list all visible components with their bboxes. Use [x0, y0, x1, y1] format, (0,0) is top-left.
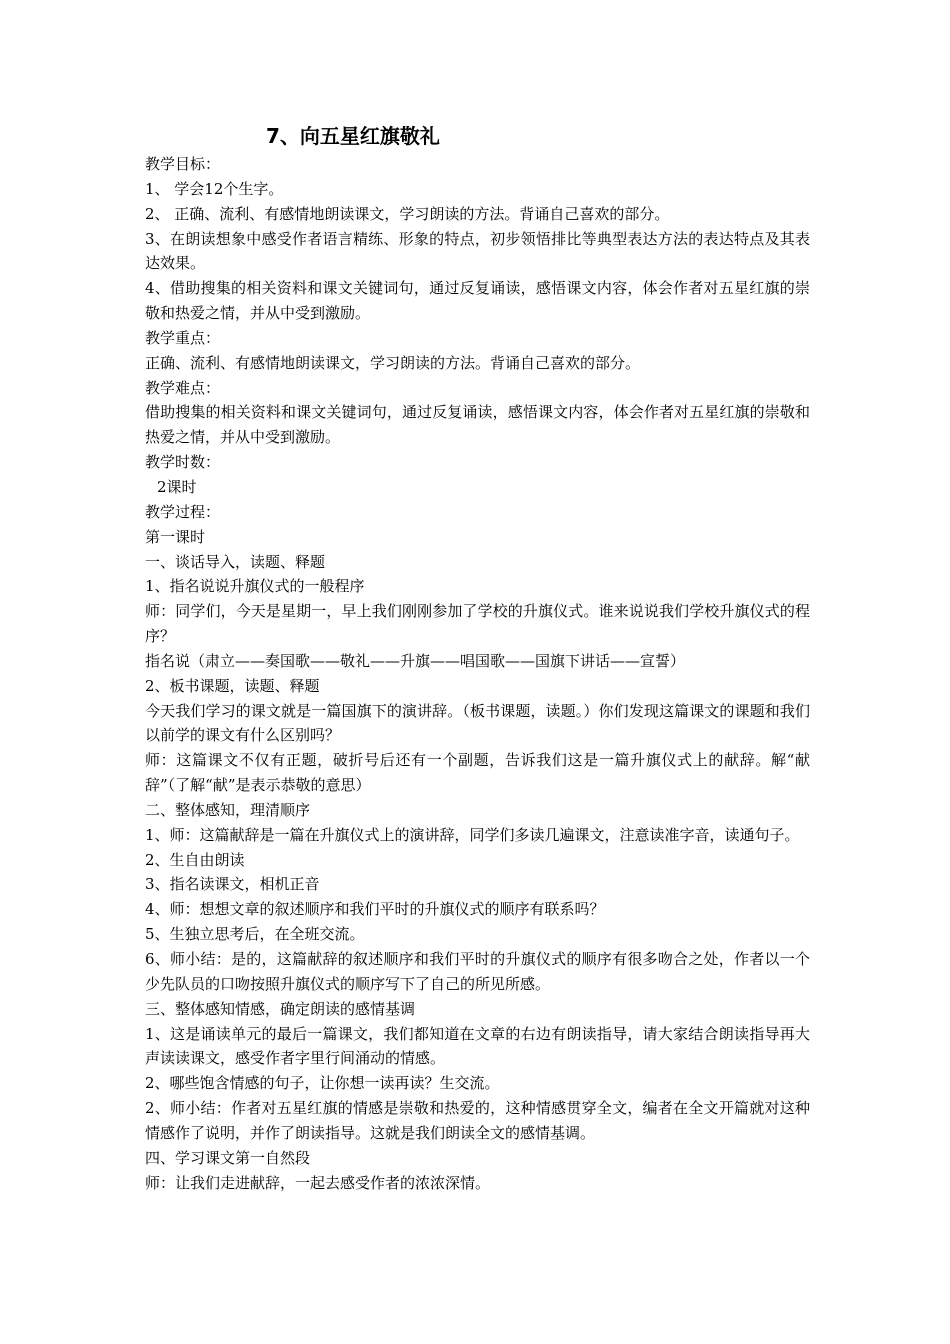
page-title: 7、向五星红旗敬礼 [266, 124, 440, 148]
paragraph: 1、师：这篇献辞是一篇在升旗仪式上的演讲辞，同学们多读几遍课文，注意读准字音，读通句子。 [145, 825, 800, 844]
paragraph: 3、在朗读想象中感受作者语言精练、形象的特点，初步领悟排比等典型表达方法的表达特点及其表达效果。 [145, 229, 810, 273]
paragraph: 一、谈话导入，读题、释题 [145, 552, 326, 571]
paragraph: 指名说（肃立——奏国歌——敬礼——升旗——唱国歌——国旗下讲话——宣誓） [145, 651, 686, 670]
paragraph: 2、师小结：作者对五星红旗的情感是崇敬和热爱的，这种情感贯穿全文，编者在全文开篇就对这种情感作了说明，并作了朗读指导。这就是我们朗读全文的感情基调。 [145, 1099, 810, 1142]
paragraph: 6、师小结：是的，这篇献辞的叙述顺序和我们平时的升旗仪式的顺序有很多吻合之处，作者以一个少先队员的口吻按照升旗仪式的顺序写下了自己的所见所感。 [145, 950, 810, 993]
paragraph: 教学时数： [145, 453, 221, 472]
paragraph: 1、指名说说升旗仪式的一般程序 [145, 577, 365, 596]
paragraph: 今天我们学习的课文就是一篇国旗下的演讲辞。（板书课题，读题。）你们发现这篇课文的课题和我们以前学的课文有什么区别吗？ [145, 701, 810, 745]
paragraph: 5、生独立思考后，在全班交流。 [145, 925, 365, 944]
paragraph: 2、哪些饱含情感的句子，让你想一读再读？生交流。 [145, 1074, 500, 1093]
paragraph: 正确、流利、有感情地朗读课文，学习朗读的方法。背诵自己喜欢的部分。 [145, 353, 641, 372]
paragraph: 1、这是诵读单元的最后一篇课文，我们都知道在文章的右边有朗读指导，请大家结合朗读指导再大声读读课文，感受作者字里行间涌动的情感。 [145, 1024, 810, 1068]
paragraph: 2课时 [157, 477, 197, 496]
paragraph: 四、学习课文第一自然段 [145, 1148, 311, 1167]
paragraph: 教学过程： [145, 502, 221, 521]
paragraph: 教学目标： [145, 155, 221, 173]
paragraph: 借助搜集的相关资料和课文关键词句，通过反复诵读，感悟课文内容，体会作者对五星红旗的崇敬和热爱之情，并从中受到激励。 [145, 403, 810, 447]
paragraph: 师：同学们，今天是星期一，早上我们刚刚参加了学校的升旗仪式。谁来说说我们学校升旗仪式的程序？ [145, 602, 810, 646]
paragraph: 第一课时 [145, 527, 206, 546]
paragraph: 1、 学会12个生字。 [145, 179, 284, 198]
paragraph: 3、指名读课文，相机正音 [145, 875, 320, 894]
paragraph: 2、板书课题，读题、释题 [145, 676, 320, 695]
paragraph: 教学难点： [145, 378, 221, 397]
document-body [145, 152, 810, 1195]
paragraph: 2、生自由朗读 [145, 850, 245, 869]
paragraph: 师：这篇课文不仅有正题，破折号后还有一个副题，告诉我们这是一篇升旗仪式上的献辞。解“献辞”（了解“献”是表示恭敬的意思） [145, 751, 810, 795]
paragraph: 4、借助搜集的相关资料和课文关键词句，通过反复诵读，感悟课文内容，体会作者对五星红旗的崇敬和热爱之情，并从中受到激励。 [145, 279, 810, 323]
paragraph: 师：让我们走进献辞，一起去感受作者的浓浓深情。 [145, 1173, 491, 1192]
paragraph: 4、师：想想文章的叙述顺序和我们平时的升旗仪式的顺序有联系吗？ [145, 900, 605, 919]
paragraph: 教学重点： [145, 328, 221, 347]
paragraph: 二、整体感知，理清顺序 [145, 800, 311, 819]
paragraph: 2、 正确、流利、有感情地朗读课文，学习朗读的方法。背诵自己喜欢的部分。 [145, 204, 670, 223]
paragraph: 三、整体感知情感，确定朗读的感情基调 [145, 999, 416, 1018]
